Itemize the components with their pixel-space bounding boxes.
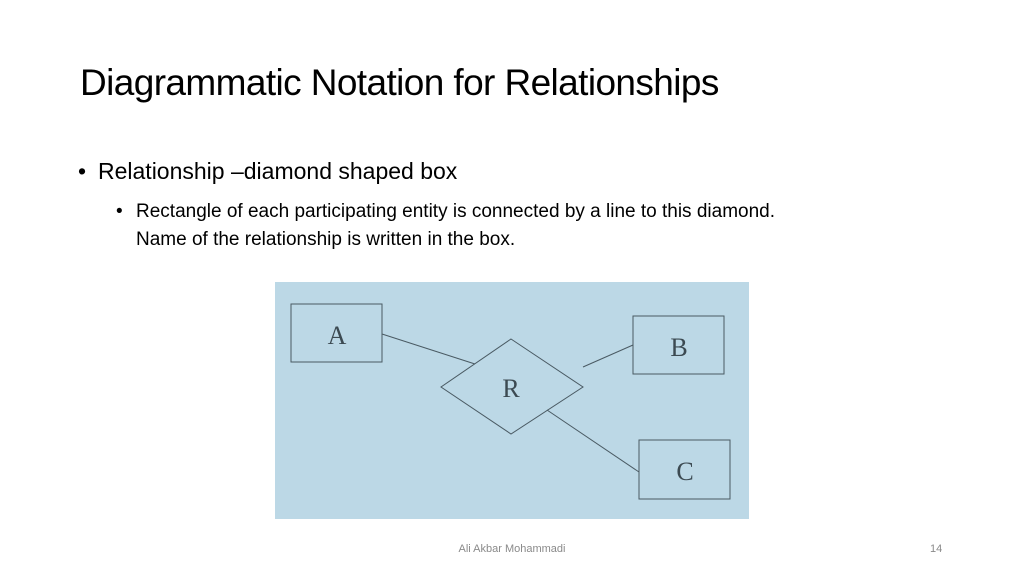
er-diagram xyxy=(275,282,749,519)
page-number: 14 xyxy=(930,543,943,555)
bullet-icon: • xyxy=(116,201,123,222)
bullet-text: Relationship –diamond shaped box xyxy=(98,158,458,184)
entity-label-b: B xyxy=(670,333,688,362)
connector-line-a-r xyxy=(382,334,475,364)
sub-bullet-line: Name of the relationship is written in the box. xyxy=(136,229,516,250)
sub-bullet-line: Rectangle of each participating entity is connected by a line to this diamond. xyxy=(136,201,775,222)
relationship-label: R xyxy=(502,374,520,403)
entity-label-a: A xyxy=(327,321,347,350)
connector-line-r-c xyxy=(547,410,639,472)
bullet-icon: • xyxy=(78,158,87,184)
slide-title: Diagrammatic Notation for Relationships xyxy=(80,62,719,103)
entity-label-c: C xyxy=(676,457,694,486)
er-diagram-figure xyxy=(275,282,749,519)
footer-author: Ali Akbar Mohammadi xyxy=(458,543,566,555)
connector-line-r-b xyxy=(583,345,633,367)
